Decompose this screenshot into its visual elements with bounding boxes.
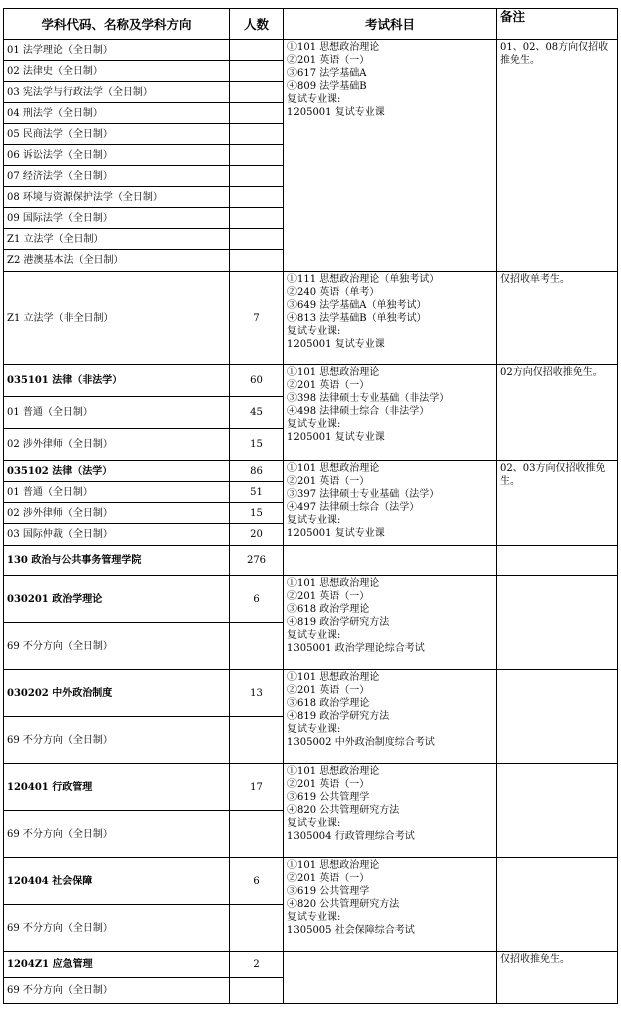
remark <box>497 858 618 952</box>
school-count: 276 <box>230 546 284 576</box>
header-row <box>4 9 618 40</box>
exam-line: ③397 法律硕士专业基础（法学） <box>287 489 440 500</box>
exam-line: ①101 思想政治理论 <box>287 42 380 53</box>
exam-line: ③398 法律硕士专业基础（非法学） <box>287 393 450 404</box>
remark: 01、02、08方向仅招收推免生。 <box>497 40 618 272</box>
direction-name: Z2 港澳基本法（全日制） <box>4 250 230 272</box>
direction-name: 02 涉外律师（全日制） <box>4 503 230 524</box>
direction-count <box>230 61 284 82</box>
exam-line: ③619 公共管理学 <box>287 886 370 897</box>
direction-count: 7 <box>230 272 284 365</box>
major-count: 2 <box>230 952 284 978</box>
exam-line: 复试专业课: <box>287 94 341 105</box>
exam-line: ①101 思想政治理论 <box>287 367 380 378</box>
exam-line: ①101 思想政治理论 <box>287 766 380 777</box>
major-name: 120404 社会保障 <box>4 858 230 905</box>
exam-line: 复试专业课: <box>287 515 341 526</box>
direction-name: 03 宪法学与行政法学（全日制） <box>4 82 230 103</box>
exam-line: 复试专业课: <box>287 630 341 641</box>
exam-subjects <box>284 858 497 952</box>
exam-line: ④813 法学基础B（单独考试） <box>287 313 427 324</box>
exam-line: 1205001 复试专业课 <box>287 107 385 118</box>
direction-count <box>230 905 284 952</box>
direction-count <box>230 145 284 166</box>
exam-line: 复试专业课: <box>287 818 341 829</box>
remark: 仅招收单考生。 <box>497 272 618 365</box>
exam-line: 1205001 复试专业课 <box>287 528 385 539</box>
table-row <box>4 670 618 717</box>
major-count: 60 <box>230 365 284 397</box>
direction-name: 69 不分方向（全日制） <box>4 623 230 670</box>
remark: 02、03方向仅招收推免生。 <box>497 461 618 546</box>
exam-line: ②201 英语（一） <box>287 685 370 696</box>
exam-line: ④820 公共管理研究方法 <box>287 899 400 910</box>
exam-line: ①101 思想政治理论 <box>287 463 380 474</box>
exam-subjects <box>284 40 497 272</box>
exam-subjects <box>284 952 497 1004</box>
direction-count: 20 <box>230 524 284 546</box>
exam-line: 1305005 社会保障综合考试 <box>287 925 415 936</box>
exam-subjects <box>284 365 497 461</box>
exam-line: ③618 政治学理论 <box>287 698 370 709</box>
exam-subjects <box>284 461 497 546</box>
exam-line: ③618 政治学理论 <box>287 604 370 615</box>
exam-line: 1205001 复试专业课 <box>287 432 385 443</box>
exam-line: ④819 政治学研究方法 <box>287 711 390 722</box>
admission-table <box>3 8 618 1004</box>
exam-line: ④820 公共管理研究方法 <box>287 805 400 816</box>
direction-name: 01 法学理论（全日制） <box>4 40 230 61</box>
exam-line: ①111 思想政治理论（单独考试） <box>287 274 440 285</box>
exam-line: ②201 英语（一） <box>287 476 370 487</box>
exam-line: ②240 英语（单考） <box>287 287 380 298</box>
header-name: 学科代码、名称及学科方向 <box>4 9 230 40</box>
exam-subjects <box>284 670 497 764</box>
exam-line: ④497 法律硕士综合（法学） <box>287 502 420 513</box>
major-name: 035102 法律（法学） <box>4 461 230 482</box>
table-row <box>4 461 618 482</box>
remark: 02方向仅招收推免生。 <box>497 365 618 461</box>
exam-line: 复试专业课: <box>287 326 341 337</box>
table-row <box>4 764 618 811</box>
direction-name: 69 不分方向（全日制） <box>4 905 230 952</box>
exam-line: ③649 法学基础A（单独考试） <box>287 300 427 311</box>
direction-count <box>230 103 284 124</box>
direction-name: 07 经济法学（全日制） <box>4 166 230 187</box>
direction-count <box>230 623 284 670</box>
direction-name: 02 法律史（全日制） <box>4 61 230 82</box>
table-row <box>4 952 618 978</box>
major-name: 035101 法律（非法学） <box>4 365 230 397</box>
exam-line: ①101 思想政治理论 <box>287 672 380 683</box>
direction-name: 08 环境与资源保护法学（全日制） <box>4 187 230 208</box>
school-row <box>4 546 618 576</box>
direction-count: 15 <box>230 503 284 524</box>
exam-line: ①101 思想政治理论 <box>287 860 380 871</box>
direction-count <box>230 187 284 208</box>
direction-name: 69 不分方向（全日制） <box>4 978 230 1004</box>
remark <box>497 764 618 858</box>
major-count: 86 <box>230 461 284 482</box>
direction-count <box>230 250 284 272</box>
major-name: 1204Z1 应急管理 <box>4 952 230 978</box>
major-count: 13 <box>230 670 284 717</box>
school-name: 130 政治与公共事务管理学院 <box>4 546 230 576</box>
direction-count <box>230 978 284 1004</box>
direction-name: 01 普通（全日制） <box>4 397 230 429</box>
direction-count <box>230 166 284 187</box>
direction-count <box>230 208 284 229</box>
exam-line: ①101 思想政治理论 <box>287 578 380 589</box>
exam-line: ④819 政治学研究方法 <box>287 617 390 628</box>
direction-name: 03 国际仲裁（全日制） <box>4 524 230 546</box>
direction-count: 45 <box>230 397 284 429</box>
major-count: 6 <box>230 576 284 623</box>
table-row <box>4 858 618 905</box>
remark: 仅招收推免生。 <box>497 952 618 1004</box>
empty-cell <box>497 546 618 576</box>
major-name: 030201 政治学理论 <box>4 576 230 623</box>
direction-count <box>230 40 284 61</box>
remark <box>497 670 618 764</box>
exam-subjects <box>284 576 497 670</box>
direction-name: 06 诉讼法学（全日制） <box>4 145 230 166</box>
major-name: 030202 中外政治制度 <box>4 670 230 717</box>
major-name: 120401 行政管理 <box>4 764 230 811</box>
direction-count <box>230 229 284 250</box>
direction-count <box>230 82 284 103</box>
header-count: 人数 <box>230 9 284 40</box>
exam-line: 1305001 政治学理论综合考试 <box>287 643 425 654</box>
direction-name: 01 普通（全日制） <box>4 482 230 503</box>
exam-line: 1305004 行政管理综合考试 <box>287 831 415 842</box>
direction-name: 69 不分方向（全日制） <box>4 811 230 858</box>
remark <box>497 576 618 670</box>
exam-line: ②201 英语（一） <box>287 779 370 790</box>
table-row <box>4 576 618 623</box>
direction-count: 15 <box>230 429 284 461</box>
exam-line: 复试专业课: <box>287 419 341 430</box>
exam-line: ②201 英语（一） <box>287 380 370 391</box>
exam-line: 复试专业课: <box>287 912 341 923</box>
table-row <box>4 272 618 365</box>
exam-line: 1305002 中外政治制度综合考试 <box>287 737 435 748</box>
exam-subjects <box>284 764 497 858</box>
direction-name: Z1 立法学（非全日制） <box>4 272 230 365</box>
direction-name: 05 民商法学（全日制） <box>4 124 230 145</box>
exam-line: ②201 英语（一） <box>287 873 370 884</box>
major-count: 17 <box>230 764 284 811</box>
direction-name: 04 刑法学（全日制） <box>4 103 230 124</box>
major-count: 6 <box>230 858 284 905</box>
exam-line: ④809 法学基础B <box>287 81 367 92</box>
direction-name: 09 国际法学（全日制） <box>4 208 230 229</box>
exam-line: ④498 法律硕士综合（非法学） <box>287 406 430 417</box>
direction-name: Z1 立法学（全日制） <box>4 229 230 250</box>
direction-count <box>230 811 284 858</box>
header-exam: 考试科目 <box>284 9 497 40</box>
exam-subjects <box>284 272 497 365</box>
direction-name: 02 涉外律师（全日制） <box>4 429 230 461</box>
exam-line: ②201 英语（一） <box>287 591 370 602</box>
direction-count <box>230 124 284 145</box>
exam-line: ③619 公共管理学 <box>287 792 370 803</box>
table-row <box>4 365 618 397</box>
empty-cell <box>284 546 497 576</box>
table-row <box>4 40 618 61</box>
exam-line: ②201 英语（一） <box>287 55 370 66</box>
direction-name: 69 不分方向（全日制） <box>4 717 230 764</box>
exam-line: 1205001 复试专业课 <box>287 339 385 350</box>
header-note: 备注 <box>497 9 618 40</box>
exam-line: 复试专业课: <box>287 724 341 735</box>
exam-line: ③617 法学基础A <box>287 68 367 79</box>
direction-count: 51 <box>230 482 284 503</box>
direction-count <box>230 717 284 764</box>
